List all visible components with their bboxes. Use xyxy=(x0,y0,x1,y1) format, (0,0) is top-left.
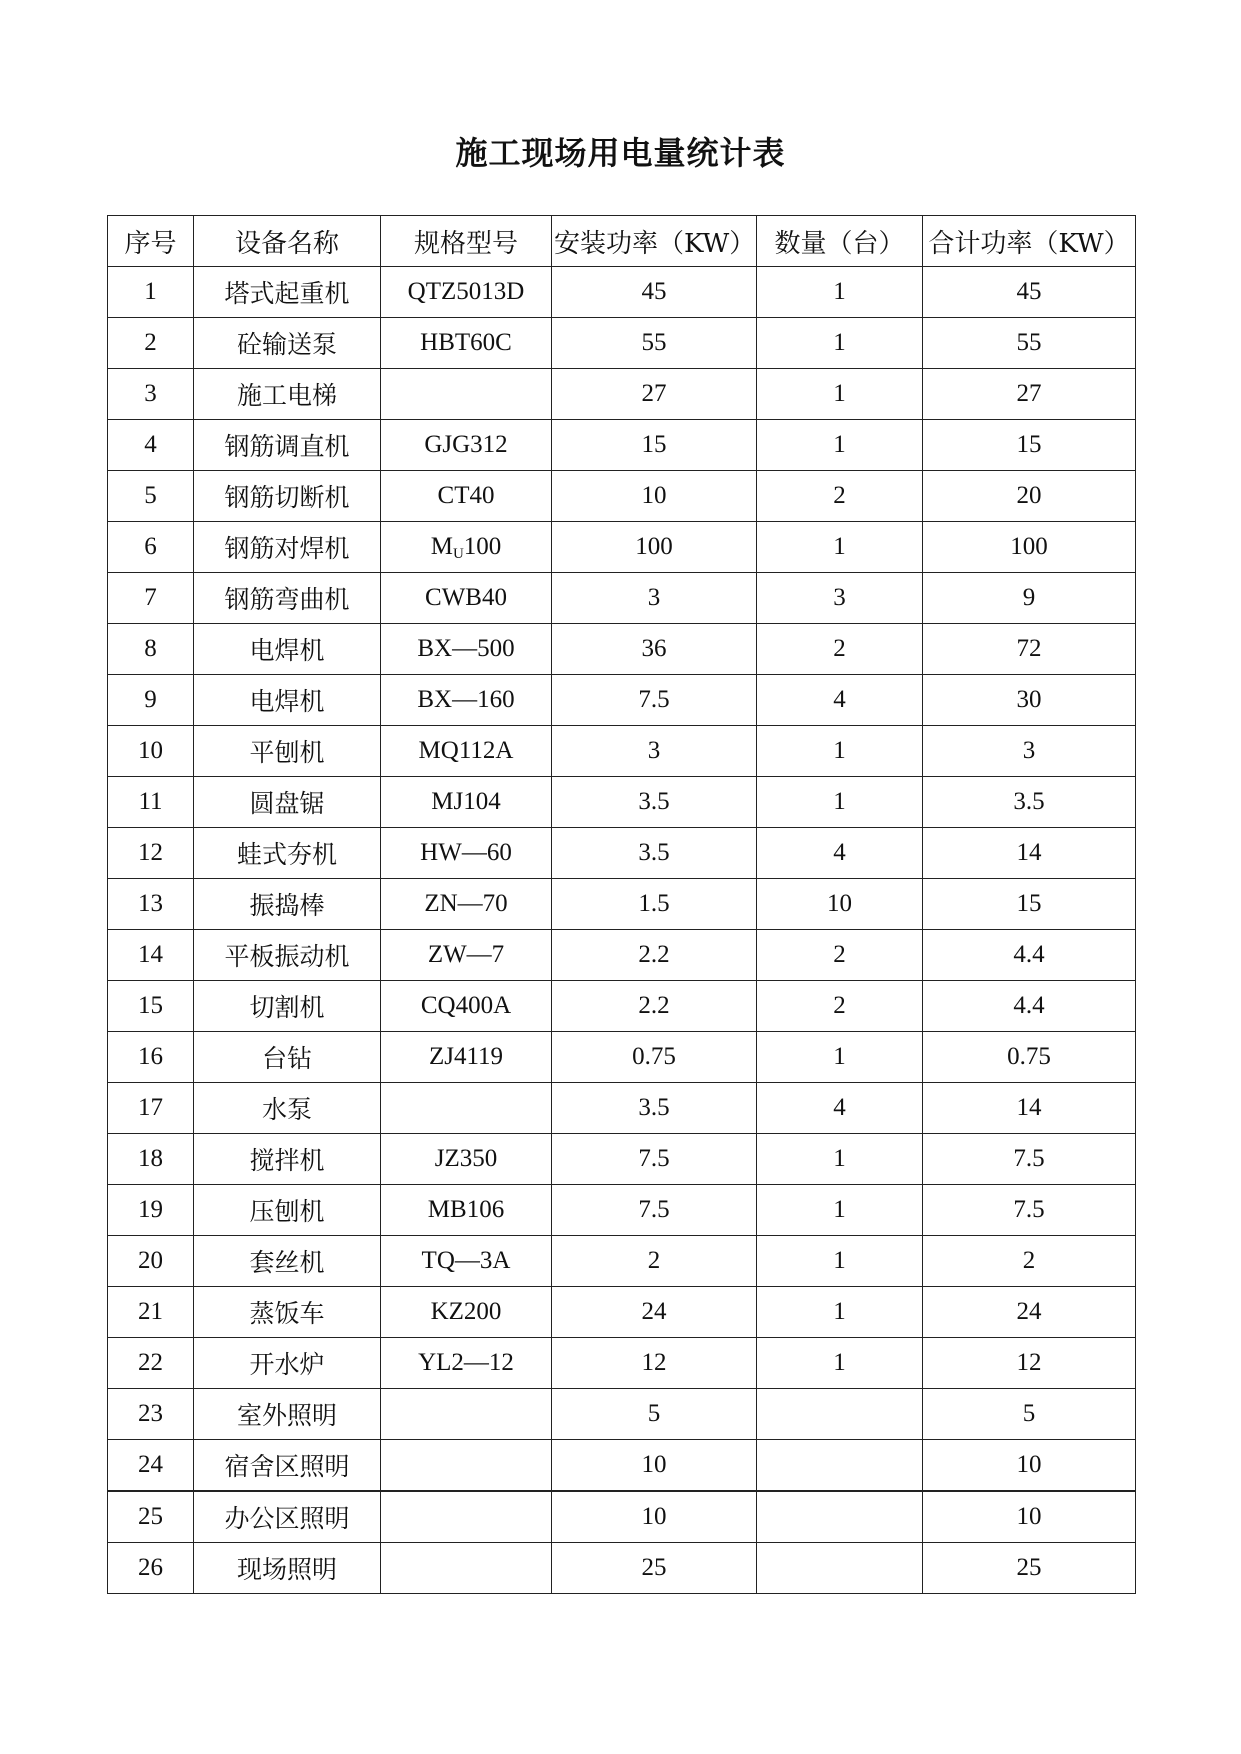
cell-no: 25 xyxy=(108,1491,194,1543)
cell-no: 5 xyxy=(108,471,194,522)
cell-total: 10 xyxy=(923,1440,1136,1492)
table-row xyxy=(108,1389,1136,1440)
cell-spec: MQ112A xyxy=(381,726,552,777)
cell-name: 现场照明 xyxy=(194,1543,381,1594)
cell-power: 7.5 xyxy=(552,1185,757,1236)
cell-spec: ZJ4119 xyxy=(381,1032,552,1083)
cell-total: 45 xyxy=(923,267,1136,318)
cell-no: 1 xyxy=(108,267,194,318)
cell-name: 电焊机 xyxy=(194,675,381,726)
cell-no: 21 xyxy=(108,1287,194,1338)
cell-qty: 1 xyxy=(757,1287,923,1338)
cell-total: 55 xyxy=(923,318,1136,369)
cell-spec: QTZ5013D xyxy=(381,267,552,318)
cell-name: 套丝机 xyxy=(194,1236,381,1287)
cell-no: 17 xyxy=(108,1083,194,1134)
cell-qty: 4 xyxy=(757,828,923,879)
header-no: 序号 xyxy=(108,216,194,267)
cell-spec: ZN—70 xyxy=(381,879,552,930)
table-header-row xyxy=(108,216,1136,267)
cell-spec: MB106 xyxy=(381,1185,552,1236)
cell-spec xyxy=(381,1491,552,1543)
cell-name: 台钻 xyxy=(194,1032,381,1083)
cell-no: 10 xyxy=(108,726,194,777)
cell-power: 45 xyxy=(552,267,757,318)
cell-total: 25 xyxy=(923,1543,1136,1594)
cell-total: 2 xyxy=(923,1236,1136,1287)
cell-qty: 4 xyxy=(757,675,923,726)
cell-qty: 1 xyxy=(757,369,923,420)
cell-no: 24 xyxy=(108,1440,194,1492)
table-row xyxy=(108,522,1136,573)
cell-power: 3.5 xyxy=(552,1083,757,1134)
cell-total: 9 xyxy=(923,573,1136,624)
cell-total: 12 xyxy=(923,1338,1136,1389)
cell-name: 切割机 xyxy=(194,981,381,1032)
cell-spec: ZW—7 xyxy=(381,930,552,981)
table-row xyxy=(108,471,1136,522)
cell-name: 塔式起重机 xyxy=(194,267,381,318)
cell-spec: HW—60 xyxy=(381,828,552,879)
cell-spec: HBT60C xyxy=(381,318,552,369)
header-total: 合计功率（KW） xyxy=(923,216,1136,267)
cell-name: 钢筋切断机 xyxy=(194,471,381,522)
cell-spec: CQ400A xyxy=(381,981,552,1032)
cell-no: 7 xyxy=(108,573,194,624)
cell-qty: 1 xyxy=(757,1032,923,1083)
cell-power: 25 xyxy=(552,1543,757,1594)
cell-name: 钢筋弯曲机 xyxy=(194,573,381,624)
page-title: 施工现场用电量统计表 xyxy=(455,134,786,172)
table-row xyxy=(108,1543,1136,1594)
cell-power: 36 xyxy=(552,624,757,675)
cell-qty: 1 xyxy=(757,267,923,318)
cell-name: 钢筋调直机 xyxy=(194,420,381,471)
cell-spec: BX—160 xyxy=(381,675,552,726)
cell-qty: 1 xyxy=(757,726,923,777)
table-row xyxy=(108,624,1136,675)
cell-spec: TQ—3A xyxy=(381,1236,552,1287)
cell-qty xyxy=(757,1389,923,1440)
table-row xyxy=(108,828,1136,879)
cell-total: 15 xyxy=(923,420,1136,471)
cell-spec xyxy=(381,1440,552,1492)
cell-name: 室外照明 xyxy=(194,1389,381,1440)
header-name: 设备名称 xyxy=(194,216,381,267)
cell-total: 30 xyxy=(923,675,1136,726)
cell-qty: 1 xyxy=(757,1236,923,1287)
cell-name: 圆盘锯 xyxy=(194,777,381,828)
table-row xyxy=(108,1185,1136,1236)
cell-spec: KZ200 xyxy=(381,1287,552,1338)
table-row xyxy=(108,573,1136,624)
table-row xyxy=(108,267,1136,318)
cell-power: 2 xyxy=(552,1236,757,1287)
cell-power: 55 xyxy=(552,318,757,369)
cell-total: 24 xyxy=(923,1287,1136,1338)
cell-qty: 3 xyxy=(757,573,923,624)
table-row xyxy=(108,930,1136,981)
cell-power: 100 xyxy=(552,522,757,573)
cell-total: 7.5 xyxy=(923,1134,1136,1185)
cell-no: 3 xyxy=(108,369,194,420)
cell-power: 7.5 xyxy=(552,1134,757,1185)
table-row xyxy=(108,675,1136,726)
cell-total: 72 xyxy=(923,624,1136,675)
cell-qty: 1 xyxy=(757,318,923,369)
cell-qty: 4 xyxy=(757,1083,923,1134)
cell-spec: CWB40 xyxy=(381,573,552,624)
cell-qty: 10 xyxy=(757,879,923,930)
cell-qty xyxy=(757,1440,923,1492)
cell-qty: 1 xyxy=(757,777,923,828)
cell-total: 15 xyxy=(923,879,1136,930)
cell-qty: 2 xyxy=(757,624,923,675)
cell-total: 10 xyxy=(923,1491,1136,1543)
cell-total: 7.5 xyxy=(923,1185,1136,1236)
cell-power: 5 xyxy=(552,1389,757,1440)
cell-total: 0.75 xyxy=(923,1032,1136,1083)
spec-main: M xyxy=(430,533,453,560)
cell-no: 9 xyxy=(108,675,194,726)
cell-no: 8 xyxy=(108,624,194,675)
cell-name: 水泵 xyxy=(194,1083,381,1134)
cell-total: 14 xyxy=(923,828,1136,879)
table-row xyxy=(108,1083,1136,1134)
cell-power: 3 xyxy=(552,573,757,624)
cell-spec xyxy=(381,1389,552,1440)
cell-total: 4.4 xyxy=(923,930,1136,981)
cell-spec xyxy=(381,522,552,573)
cell-power: 27 xyxy=(552,369,757,420)
table-row xyxy=(108,726,1136,777)
cell-name: 钢筋对焊机 xyxy=(194,522,381,573)
cell-total: 5 xyxy=(923,1389,1136,1440)
cell-qty xyxy=(757,1491,923,1543)
cell-qty: 1 xyxy=(757,522,923,573)
cell-power: 10 xyxy=(552,1440,757,1492)
cell-qty: 1 xyxy=(757,1185,923,1236)
cell-name: 电焊机 xyxy=(194,624,381,675)
cell-total: 27 xyxy=(923,369,1136,420)
spec-subscript: U xyxy=(452,546,464,562)
spec-tail: 100 xyxy=(463,533,502,560)
cell-qty xyxy=(757,1543,923,1594)
cell-no: 20 xyxy=(108,1236,194,1287)
cell-name: 蛙式夯机 xyxy=(194,828,381,879)
cell-total: 3.5 xyxy=(923,777,1136,828)
cell-power: 12 xyxy=(552,1338,757,1389)
cell-power: 3.5 xyxy=(552,828,757,879)
table-row xyxy=(108,879,1136,930)
cell-no: 14 xyxy=(108,930,194,981)
table-row xyxy=(108,777,1136,828)
cell-spec: GJG312 xyxy=(381,420,552,471)
header-power: 安装功率（KW） xyxy=(552,216,757,267)
cell-name: 蒸饭车 xyxy=(194,1287,381,1338)
cell-spec: CT40 xyxy=(381,471,552,522)
table-row xyxy=(108,420,1136,471)
cell-spec: MJ104 xyxy=(381,777,552,828)
header-qty: 数量（台） xyxy=(757,216,923,267)
cell-no: 19 xyxy=(108,1185,194,1236)
cell-no: 15 xyxy=(108,981,194,1032)
table-row xyxy=(108,1032,1136,1083)
cell-power: 0.75 xyxy=(552,1032,757,1083)
cell-spec: JZ350 xyxy=(381,1134,552,1185)
cell-total: 3 xyxy=(923,726,1136,777)
table-row xyxy=(108,1236,1136,1287)
cell-name: 振捣棒 xyxy=(194,879,381,930)
cell-total: 4.4 xyxy=(923,981,1136,1032)
cell-no: 4 xyxy=(108,420,194,471)
table-row xyxy=(108,1491,1136,1543)
cell-name: 搅拌机 xyxy=(194,1134,381,1185)
cell-no: 16 xyxy=(108,1032,194,1083)
cell-name: 砼输送泵 xyxy=(194,318,381,369)
table-row xyxy=(108,318,1136,369)
cell-spec: YL2—12 xyxy=(381,1338,552,1389)
table-body xyxy=(108,267,1136,1594)
cell-power: 3 xyxy=(552,726,757,777)
cell-spec xyxy=(381,369,552,420)
cell-no: 22 xyxy=(108,1338,194,1389)
power-statistics-table xyxy=(107,215,1136,1594)
cell-no: 11 xyxy=(108,777,194,828)
table-row xyxy=(108,1287,1136,1338)
cell-no: 12 xyxy=(108,828,194,879)
cell-name: 平板振动机 xyxy=(194,930,381,981)
cell-qty: 1 xyxy=(757,420,923,471)
header-spec: 规格型号 xyxy=(381,216,552,267)
cell-qty: 1 xyxy=(757,1338,923,1389)
cell-no: 26 xyxy=(108,1543,194,1594)
cell-power: 24 xyxy=(552,1287,757,1338)
cell-power: 3.5 xyxy=(552,777,757,828)
cell-spec xyxy=(381,1083,552,1134)
cell-power: 10 xyxy=(552,471,757,522)
cell-no: 6 xyxy=(108,522,194,573)
cell-total: 14 xyxy=(923,1083,1136,1134)
cell-no: 18 xyxy=(108,1134,194,1185)
cell-power: 1.5 xyxy=(552,879,757,930)
table-row xyxy=(108,1440,1136,1492)
cell-power: 15 xyxy=(552,420,757,471)
table-row xyxy=(108,1134,1136,1185)
cell-qty: 2 xyxy=(757,981,923,1032)
table-row xyxy=(108,981,1136,1032)
cell-no: 2 xyxy=(108,318,194,369)
cell-name: 宿舍区照明 xyxy=(194,1440,381,1492)
cell-power: 10 xyxy=(552,1491,757,1543)
cell-no: 23 xyxy=(108,1389,194,1440)
cell-name: 平刨机 xyxy=(194,726,381,777)
cell-name: 压刨机 xyxy=(194,1185,381,1236)
table-row xyxy=(108,369,1136,420)
cell-no: 13 xyxy=(108,879,194,930)
cell-power: 2.2 xyxy=(552,930,757,981)
cell-total: 20 xyxy=(923,471,1136,522)
cell-total: 100 xyxy=(923,522,1136,573)
cell-qty: 1 xyxy=(757,1134,923,1185)
table-row xyxy=(108,1338,1136,1389)
cell-power: 2.2 xyxy=(552,981,757,1032)
cell-power: 7.5 xyxy=(552,675,757,726)
cell-qty: 2 xyxy=(757,930,923,981)
cell-qty: 2 xyxy=(757,471,923,522)
cell-spec: BX—500 xyxy=(381,624,552,675)
cell-name: 办公区照明 xyxy=(194,1491,381,1543)
cell-name: 开水炉 xyxy=(194,1338,381,1389)
cell-spec xyxy=(381,1543,552,1594)
cell-name: 施工电梯 xyxy=(194,369,381,420)
